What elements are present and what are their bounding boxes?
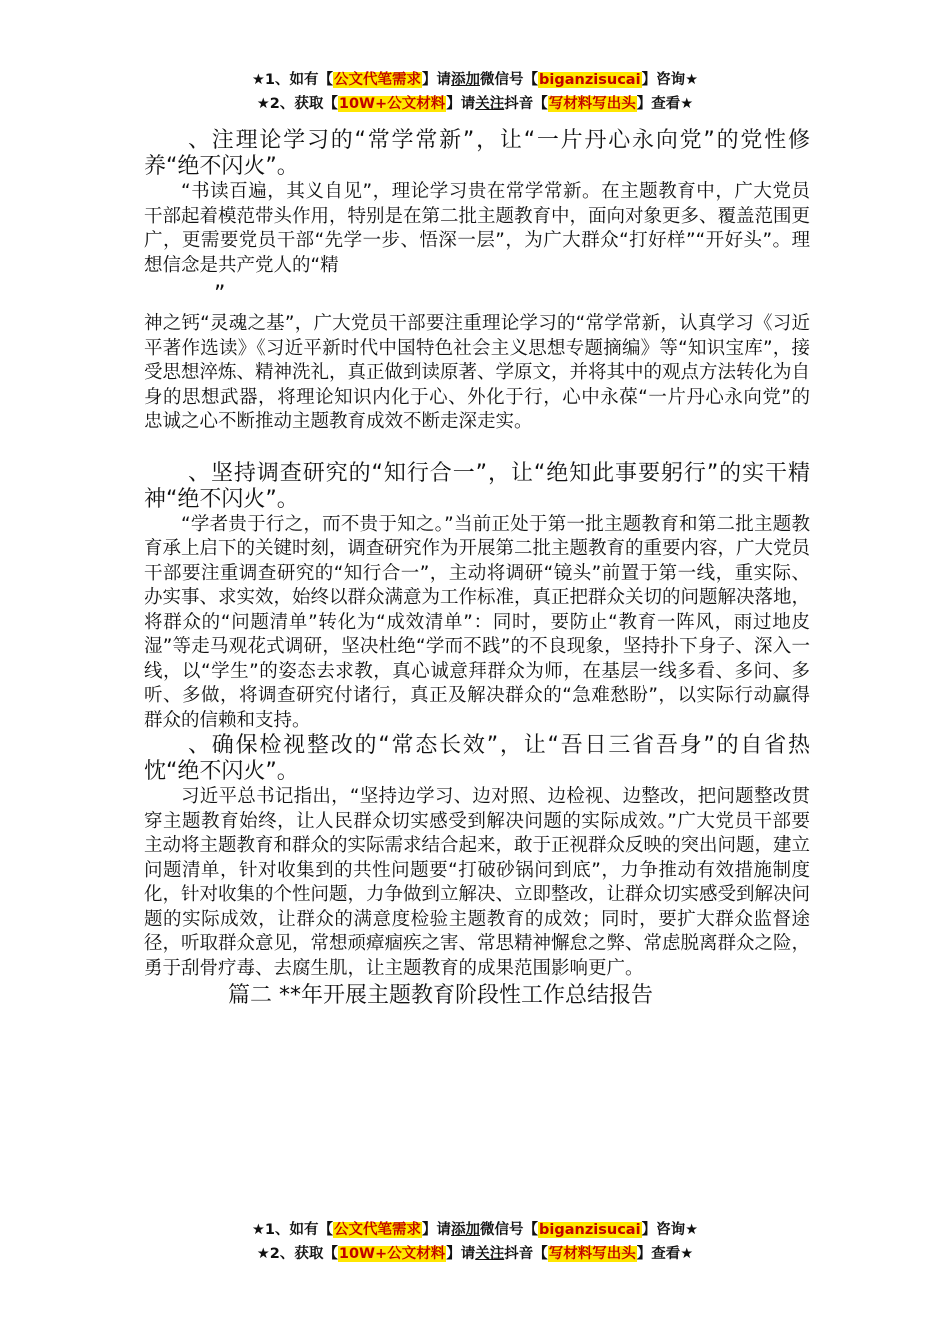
wechat-id-highlight: biganzisucai	[539, 72, 641, 88]
stray-quote-mark: ”	[214, 282, 226, 307]
section-2-paragraph: “学者贵于行之，而不贵于知之。”当前正处于第一批主题教育和第二批主题教育承上启下的关键时刻，调查研究作为开展第二批主题教育的重要内容，广大党员干部要注重调查研究的“知行合一”，主动将调研“镜头”前置于第一线，重实际、办实事、求实效，始终以群众满意为工作标准，真正把群众关切的问题解决落地，将群众的“问题清单”转化为“成效清单”：同时，要防止“教育一阵风，雨过地皮湿”等走马观花式调研，坚决杜绝“学而不践”的不良现象，坚持扑下身子、深入一线，以“学生”的姿态去求教，真心诚意拜群众为师，在基层一线多看、多问、多听、多做，将调查研究付诸行，真正及解决群众的“急难愁盼”，以实际行动赢得群众的信赖和支持。	[144, 513, 811, 731]
banner-text: ★2、获取【	[256, 96, 338, 112]
banner-text: 】查看★	[636, 96, 694, 112]
douyin-account-highlight: 写材料写出头	[548, 1246, 636, 1262]
section-1-paragraph-2: 神之钙“灵魂之基”，广大党员干部要注重理论学习的“常学常新，认真学习《习近平著作选读》《习近平新时代中国特色社会主义思想专题摘编》等“知识宝库”，接受思想淬炼、精神洗礼，真正做到读原著、学原文，并将其中的观点方法转化为自身的思想武器，将理论知识内化于心、外化于行，心中永葆“一片丹心永向党”的忠诚之心不断推动主题教育成效不断走深走实。	[144, 313, 811, 432]
header-banner	[0, 68, 950, 116]
footer-banner	[0, 1218, 950, 1266]
banner-text: 抖音【	[504, 1246, 548, 1262]
banner-line-2	[0, 92, 950, 116]
section-1-paragraph-1: “书读百遍，其义自见”，理论学习贵在常学常新。在主题教育中，广大党员干部起着模范带头作用，特别是在第二批主题教育中，面向对象更多、覆盖范围更广，更需要党员干部“先学一步、悟深一层”，为广大群众“打好样”“开好头”。理想信念是共产党人的“精	[144, 181, 811, 276]
banner-text: 抖音【	[504, 96, 548, 112]
section-heading-1: 、注理论学习的“常学常新”，让“一片丹心永向党”的党性修养“绝不闪火”。	[144, 128, 810, 179]
section-3-paragraph: 习近平总书记指出，“坚持边学习、边对照、边检视、边整改，把问题整改贯穿主题教育始终，让人民群众切实感受到解决问题的实际成效。”广大党员干部要主动将主题教育和群众的实际需求结合起来，敢于正视群众反映的突出问题，建立问题清单，针对收集到的共性问题要“打破砂锅问到底”，力争推动有效措施制度化，针对收集的个性问题，力争做到立解决、立即整改，让群众切实感受到解决问题的实际成效，让群众的满意度检验主题教育的成效；同时，要扩大群众监督途径，听取群众意见，常想顽瘴痼疾之害、常思精神懈怠之弊、常虑脱离群众之险，勇于刮骨疗毒、去腐生肌，让主题教育的成果范围影响更广。	[144, 786, 811, 979]
banner-text: 】查看★	[636, 1246, 694, 1262]
banner-emphasis: 添加	[451, 72, 481, 88]
banner-text: 】请	[446, 1246, 476, 1262]
section-heading-3: 、确保检视整改的“常态长效”，让“吾日三省吾身”的自省热忱“绝不闪火”。	[144, 733, 810, 784]
banner-line-1	[0, 68, 950, 92]
wechat-id-highlight: biganzisucai	[539, 1222, 641, 1238]
banner-text: 】咨询★	[641, 1222, 699, 1238]
banner-highlight: 10W+公文材料	[338, 1246, 446, 1262]
banner-text: 】咨询★	[641, 72, 699, 88]
banner-highlight: 公文代笔需求	[334, 72, 422, 88]
banner-text: 微信号【	[480, 1222, 539, 1238]
banner-emphasis: 关注	[475, 1246, 505, 1262]
document-body	[144, 128, 810, 1011]
banner-emphasis: 添加	[451, 1222, 481, 1238]
banner-text: ★1、如有【	[251, 72, 334, 88]
douyin-account-highlight: 写材料写出头	[548, 96, 636, 112]
banner-text: 微信号【	[480, 72, 539, 88]
part-title: 篇二 **年开展主题教育阶段性工作总结报告	[228, 983, 653, 1008]
banner-text: ★2、获取【	[256, 1246, 338, 1262]
spacer	[144, 435, 810, 461]
banner-text: ★1、如有【	[251, 1222, 334, 1238]
banner-highlight: 10W+公文材料	[338, 96, 446, 112]
banner-text: 】请	[422, 1222, 452, 1238]
banner-highlight: 公文代笔需求	[334, 1222, 422, 1238]
banner-text: 】请	[446, 96, 476, 112]
banner-emphasis: 关注	[475, 96, 505, 112]
banner-line-2	[0, 1242, 950, 1266]
section-heading-2: 、坚持调查研究的“知行合一”，让“绝知此事要躬行”的实干精神“绝不闪火”。	[144, 460, 810, 512]
banner-text: 】请	[422, 72, 452, 88]
banner-line-1	[0, 1218, 950, 1242]
